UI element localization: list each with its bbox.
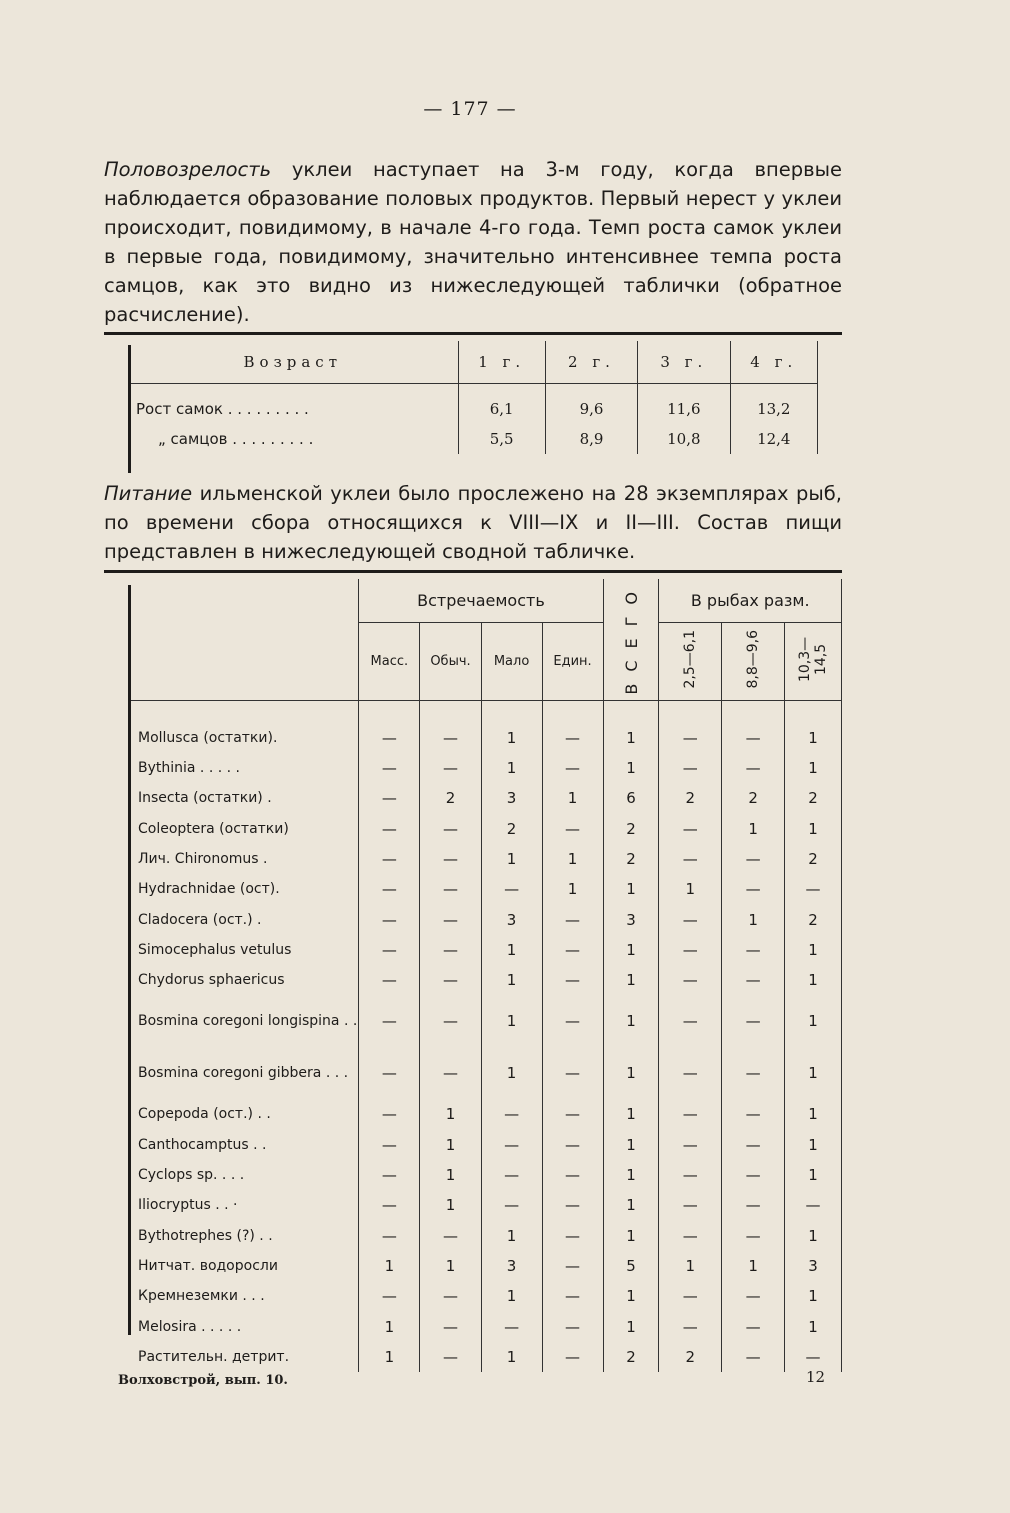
count-cell: 2 (603, 1342, 659, 1372)
count-cell: 1 (481, 1281, 542, 1311)
count-cell: — (542, 1311, 603, 1341)
count-cell: — (542, 1342, 603, 1372)
count-cell: — (359, 1047, 420, 1099)
count-cell: 1 (785, 935, 842, 965)
count-cell: — (359, 1190, 420, 1220)
count-cell: 1 (785, 753, 842, 783)
count-cell: 1 (359, 1251, 420, 1281)
count-cell: 2 (785, 904, 842, 934)
count-cell: 1 (785, 965, 842, 995)
count-cell: 1 (359, 1342, 420, 1372)
table-row (128, 1160, 842, 1190)
count-cell: — (722, 1160, 785, 1190)
count-cell: — (420, 904, 481, 934)
count-cell: — (722, 844, 785, 874)
count-cell: — (722, 1047, 785, 1099)
count-cell: 1 (481, 723, 542, 753)
table-row (128, 1251, 842, 1281)
table-row (128, 1047, 842, 1099)
count-cell: 2 (659, 783, 722, 813)
table-row (128, 1281, 842, 1311)
count-cell: 1 (420, 1251, 481, 1281)
count-cell: — (359, 723, 420, 753)
count-cell: 6 (603, 783, 659, 813)
count-cell: — (481, 1190, 542, 1220)
count-cell: 1 (603, 723, 659, 753)
table-row (128, 904, 842, 934)
count-cell: — (481, 1311, 542, 1341)
count-cell: 2 (722, 783, 785, 813)
count-cell: — (722, 935, 785, 965)
species-name: Coleoptera (остатки) (128, 814, 359, 844)
sub-single: Един. (542, 622, 603, 700)
count-cell: — (420, 1342, 481, 1372)
header-3y: 3 г. (638, 341, 730, 384)
count-cell: — (359, 904, 420, 934)
species-name: Нитчат. водоросли (128, 1251, 359, 1281)
count-cell: 1 (603, 935, 659, 965)
count-cell: 1 (481, 935, 542, 965)
count-cell: 1 (722, 814, 785, 844)
count-cell: — (722, 1281, 785, 1311)
count-cell: — (481, 874, 542, 904)
species-name: Bosmina coregoni gibbera . . . (128, 1047, 359, 1099)
count-cell: 2 (603, 844, 659, 874)
count-cell: 2 (785, 844, 842, 874)
occurrence-header: Встречаемость (359, 579, 603, 622)
count-cell: — (542, 1220, 603, 1250)
count-cell: — (420, 1220, 481, 1250)
count-cell: — (420, 753, 481, 783)
count-cell: — (542, 904, 603, 934)
count-cell: — (359, 814, 420, 844)
count-cell: — (659, 1099, 722, 1129)
count-cell: — (722, 753, 785, 783)
species-name: Bythotrephes (?) . . (128, 1220, 359, 1250)
count-cell: — (785, 874, 842, 904)
count-cell: — (420, 814, 481, 844)
count-cell: — (722, 1190, 785, 1220)
count-cell: 2 (659, 1342, 722, 1372)
count-cell: — (542, 995, 603, 1047)
count-cell: — (359, 753, 420, 783)
count-cell: 1 (481, 1342, 542, 1372)
count-cell: 2 (785, 783, 842, 813)
count-cell: 1 (481, 844, 542, 874)
count-cell: — (542, 753, 603, 783)
para1-italic: Половозрелость (104, 158, 272, 181)
count-cell: 1 (659, 874, 722, 904)
count-cell: 2 (420, 783, 481, 813)
count-cell: 1 (359, 1311, 420, 1341)
species-name: Bythinia . . . . . (128, 753, 359, 783)
count-cell: 1 (603, 1130, 659, 1160)
table-row (128, 783, 842, 813)
table-border (128, 585, 131, 1335)
cell: 8,9 (545, 424, 637, 454)
species-name: Cyclops sp. . . . (128, 1160, 359, 1190)
count-cell: — (420, 874, 481, 904)
growth-table (104, 332, 842, 475)
footer-sheet-number: 12 (806, 1368, 826, 1386)
species-name: Cladocera (ост.) . (128, 904, 359, 934)
species-name: Canthocamptus . . (128, 1130, 359, 1160)
table-row (128, 1342, 842, 1372)
para1-text: уклеи наступает на 3-м году, когда впервые наблюдается образование половых продуктов. Первый нерест у уклеи происходит, повидимому, в начале 4-го года. Темп роста самок уклеи в первые года, повидимому, значительно интенсивнее темпа роста самцов, как это видно из нижеследующей таблички (обратное расчисление). (104, 158, 842, 326)
sub-common: Обыч. (420, 622, 481, 700)
count-cell: — (542, 1130, 603, 1160)
table-row (128, 995, 842, 1047)
count-cell: — (659, 1190, 722, 1220)
count-cell: — (542, 1251, 603, 1281)
page-number: — 177 — (423, 98, 517, 120)
table-row (128, 935, 842, 965)
paragraph-maturity (104, 155, 842, 329)
count-cell: 3 (785, 1251, 842, 1281)
cell: 12,4 (730, 424, 817, 454)
table-row (128, 1190, 842, 1220)
count-cell: 1 (603, 753, 659, 783)
count-cell: — (659, 723, 722, 753)
count-cell: — (420, 995, 481, 1047)
count-cell: — (359, 1220, 420, 1250)
total-header: ВСЕГО (603, 579, 659, 700)
count-cell: — (420, 1311, 481, 1341)
count-cell: 1 (542, 783, 603, 813)
count-cell: 1 (722, 904, 785, 934)
count-cell: — (542, 1190, 603, 1220)
footer-publication: Волховстрой, вып. 10. (118, 1373, 288, 1388)
sub-size-1: 2,5—6,1 (659, 622, 722, 700)
sub-size-3: 10,3—14,5 (785, 622, 842, 700)
count-cell: 1 (785, 1220, 842, 1250)
count-cell: 3 (603, 904, 659, 934)
count-cell: — (659, 1311, 722, 1341)
count-cell: — (420, 965, 481, 995)
table-row (128, 1099, 842, 1129)
count-cell: — (542, 1099, 603, 1129)
table-row (128, 1220, 842, 1250)
count-cell: 1 (785, 1099, 842, 1129)
count-cell: — (722, 723, 785, 753)
count-cell: — (659, 995, 722, 1047)
count-cell: — (722, 1311, 785, 1341)
count-cell: 3 (481, 904, 542, 934)
count-cell: — (542, 1281, 603, 1311)
species-name: Iliocryptus . . · (128, 1190, 359, 1220)
cell: 6,1 (458, 394, 545, 424)
count-cell: — (359, 1099, 420, 1129)
table-row (128, 844, 842, 874)
count-cell: — (359, 1281, 420, 1311)
count-cell: — (359, 995, 420, 1047)
count-cell: — (542, 1047, 603, 1099)
species-name: Copepoda (ост.) . . (128, 1099, 359, 1129)
count-cell: 1 (785, 814, 842, 844)
count-cell: — (359, 935, 420, 965)
count-cell: — (542, 814, 603, 844)
species-name: Chydorus sphaericus (128, 965, 359, 995)
table-row (128, 814, 842, 844)
header-4y: 4 г. (730, 341, 817, 384)
count-cell: — (722, 995, 785, 1047)
count-cell: 1 (420, 1099, 481, 1129)
count-cell: 1 (785, 1130, 842, 1160)
species-name: Mollusca (остатки). (128, 723, 359, 753)
count-cell: — (722, 1342, 785, 1372)
count-cell: — (659, 904, 722, 934)
count-cell: 1 (785, 1047, 842, 1099)
paragraph-feeding (104, 479, 842, 566)
count-cell: 1 (603, 1311, 659, 1341)
count-cell: — (481, 1099, 542, 1129)
count-cell: 5 (603, 1251, 659, 1281)
fish-size-header: В рыбах разм. (659, 579, 842, 622)
table-row (128, 965, 842, 995)
count-cell: 1 (603, 1190, 659, 1220)
count-cell: 1 (542, 874, 603, 904)
species-name: Лич. Chironomus . (128, 844, 359, 874)
count-cell: — (359, 783, 420, 813)
count-cell: — (722, 874, 785, 904)
count-cell: 1 (785, 723, 842, 753)
table-row (128, 723, 842, 753)
count-cell: 1 (722, 1251, 785, 1281)
count-cell: — (420, 844, 481, 874)
count-cell: 1 (420, 1130, 481, 1160)
count-cell: — (359, 1130, 420, 1160)
count-cell: — (659, 1220, 722, 1250)
species-name: Растительн. детрит. (128, 1342, 359, 1372)
count-cell: 1 (420, 1190, 481, 1220)
count-cell: 1 (603, 874, 659, 904)
count-cell: — (659, 1047, 722, 1099)
count-cell: 3 (481, 1251, 542, 1281)
count-cell: — (722, 1220, 785, 1250)
count-cell: 1 (785, 1311, 842, 1341)
count-cell: — (481, 1160, 542, 1190)
count-cell: — (659, 844, 722, 874)
count-cell: — (359, 965, 420, 995)
count-cell: — (785, 1190, 842, 1220)
count-cell: — (359, 844, 420, 874)
cell: 9,6 (545, 394, 637, 424)
count-cell: 1 (603, 1160, 659, 1190)
count-cell: — (420, 935, 481, 965)
count-cell: — (659, 935, 722, 965)
header-2y: 2 г. (545, 341, 637, 384)
table-row (128, 1130, 842, 1160)
count-cell: 1 (481, 1220, 542, 1250)
table-row (128, 1311, 842, 1341)
count-cell: 1 (603, 1099, 659, 1129)
count-cell: 1 (481, 965, 542, 995)
count-cell: — (659, 753, 722, 783)
count-cell: — (542, 723, 603, 753)
row-label-females: Рост самок . . . . . . . . . (128, 394, 458, 424)
count-cell: — (659, 1130, 722, 1160)
para2-italic: Питание (104, 482, 193, 505)
count-cell: — (722, 1099, 785, 1129)
table-border (128, 345, 131, 473)
count-cell: 1 (603, 995, 659, 1047)
species-name: Hydrachnidae (ост). (128, 874, 359, 904)
species-name: Bosmina coregoni longispina . . (128, 995, 359, 1047)
count-cell: 2 (603, 814, 659, 844)
header-1y: 1 г. (458, 341, 545, 384)
count-cell: — (722, 965, 785, 995)
diet-table (104, 570, 842, 1366)
table-row (128, 874, 842, 904)
count-cell: — (659, 1160, 722, 1190)
species-name: Simocephalus vetulus (128, 935, 359, 965)
cell: 13,2 (730, 394, 817, 424)
count-cell: — (542, 1160, 603, 1190)
sub-mass: Масс. (359, 622, 420, 700)
cell: 5,5 (458, 424, 545, 454)
count-cell: — (659, 1281, 722, 1311)
count-cell: — (542, 935, 603, 965)
cell: 10,8 (638, 424, 730, 454)
count-cell: 1 (542, 844, 603, 874)
count-cell: 1 (603, 1220, 659, 1250)
count-cell: 1 (785, 1281, 842, 1311)
count-cell: 1 (481, 1047, 542, 1099)
count-cell: — (420, 1047, 481, 1099)
sub-few: Мало (481, 622, 542, 700)
count-cell: 1 (659, 1251, 722, 1281)
cell: 11,6 (638, 394, 730, 424)
species-name: Melosira . . . . . (128, 1311, 359, 1341)
count-cell: — (359, 874, 420, 904)
count-cell: 2 (481, 814, 542, 844)
count-cell: — (722, 1130, 785, 1160)
count-cell: 1 (603, 965, 659, 995)
species-name: Insecta (остатки) . (128, 783, 359, 813)
count-cell: 1 (785, 1160, 842, 1190)
row-label-males: „ самцов . . . . . . . . . (128, 424, 458, 454)
header-age: Возраст (128, 341, 458, 384)
sub-size-2: 8,8—9,6 (722, 622, 785, 700)
count-cell: 1 (603, 1047, 659, 1099)
para2-text: ильменской уклеи было прослежено на 28 экземплярах рыб, по времени сбора относящихся к VIII—IX и II—III. Состав пищи представлен в нижеследующей сводной табличке. (104, 482, 842, 563)
count-cell: — (659, 814, 722, 844)
count-cell: 1 (603, 1281, 659, 1311)
count-cell: 1 (481, 753, 542, 783)
count-cell: — (420, 1281, 481, 1311)
count-cell: 1 (481, 995, 542, 1047)
count-cell: — (481, 1130, 542, 1160)
table-row (128, 753, 842, 783)
species-col-header (128, 579, 359, 700)
count-cell: — (542, 965, 603, 995)
count-cell: 3 (481, 783, 542, 813)
count-cell: — (420, 723, 481, 753)
count-cell: — (785, 1342, 842, 1372)
species-name: Кремнеземки . . . (128, 1281, 359, 1311)
count-cell: — (359, 1160, 420, 1190)
count-cell: 1 (785, 995, 842, 1047)
count-cell: — (659, 965, 722, 995)
count-cell: 1 (420, 1160, 481, 1190)
